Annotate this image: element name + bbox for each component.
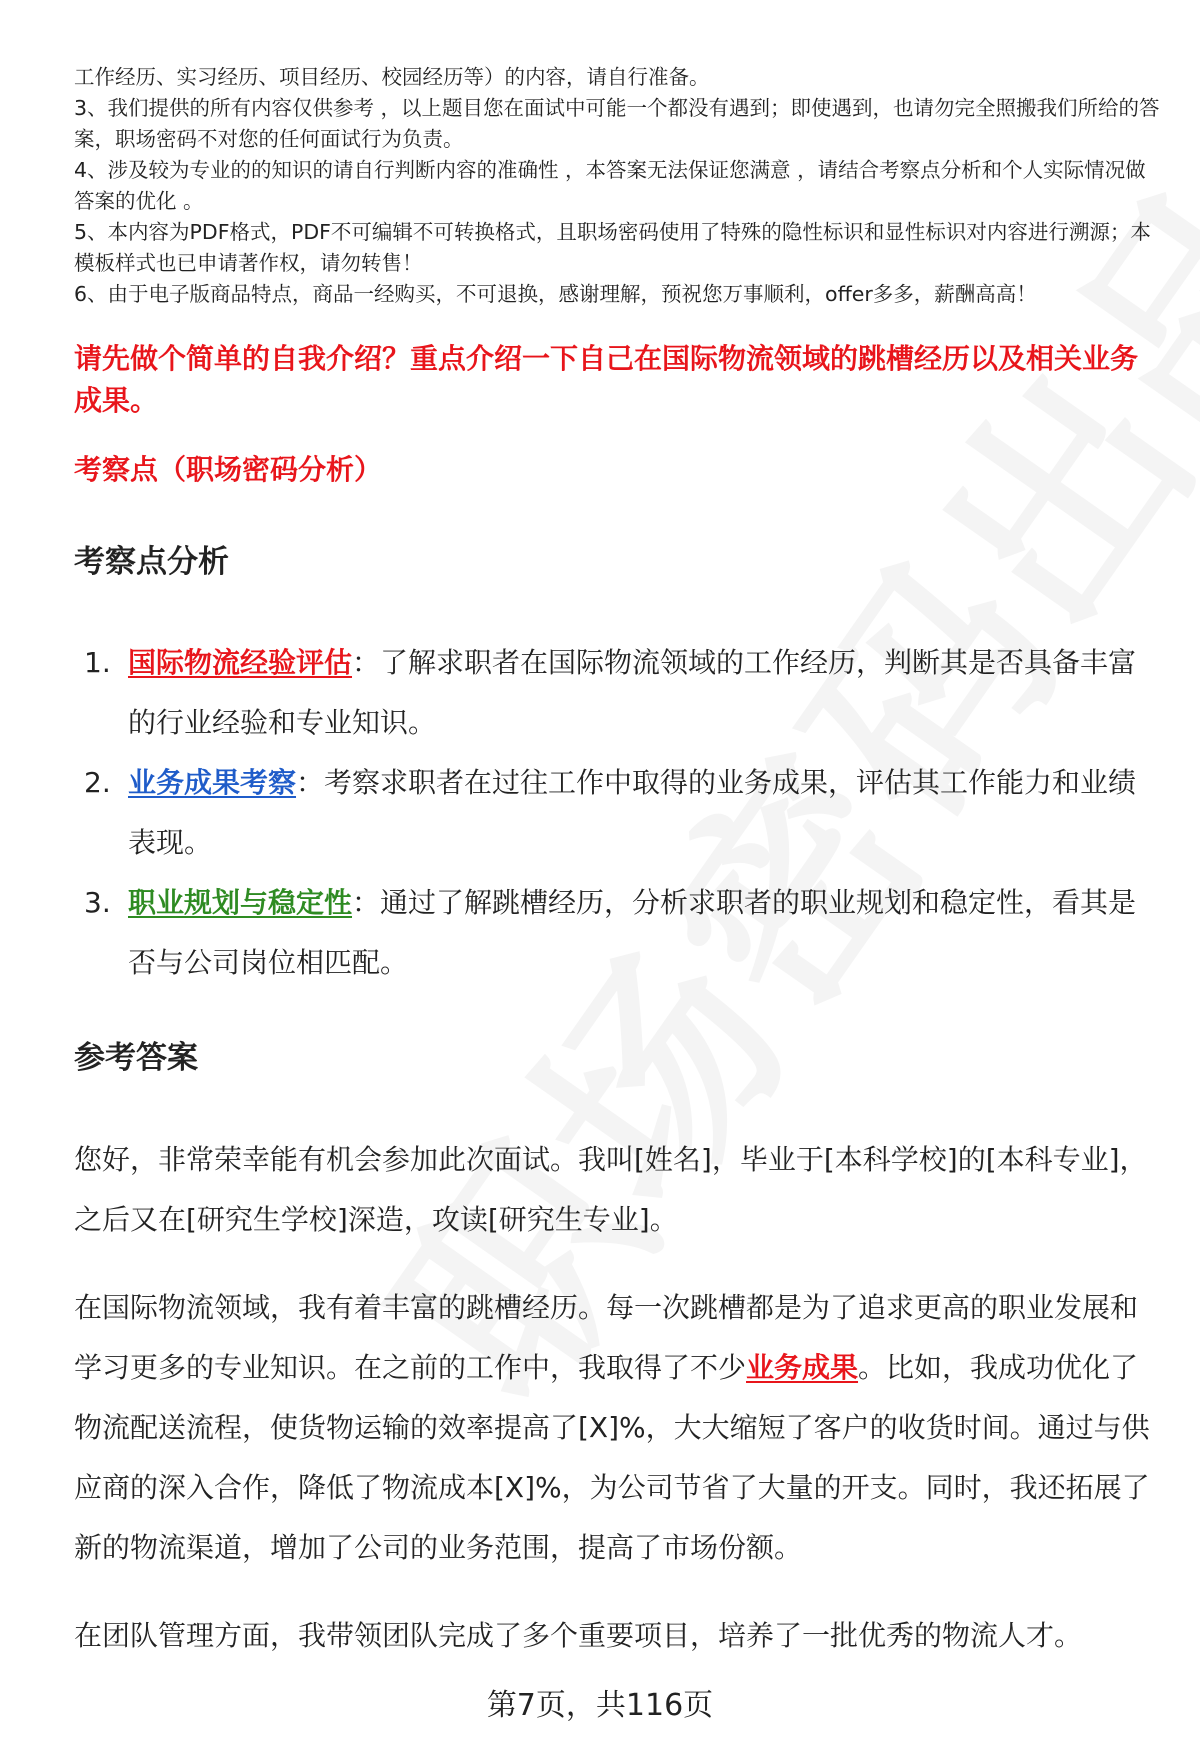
answer-heading: 参考答案 [74, 1040, 198, 1076]
analysis-heading: 考察点分析 [74, 544, 229, 580]
analysis-list [74, 633, 1154, 993]
paragraph-text: 在国际物流领域，我有着丰富的跳槽经历。每一次跳槽都是为了追求更高的职业发展和学习更多的专业知识。在之前的工作中，我取得了不少 [74, 1291, 1139, 1384]
note-line: 3、我们提供的所有内容仅供参考 ，以上题目您在面试中可能一个都没有遇到；即使遇到，也请勿完全照搬我们所给的答案，职场密码不对您的任何面试行为负责。 [74, 96, 1160, 151]
answer-paragraph-intro: 您好，非常荣幸能有机会参加此次面试。我叫[姓名]，毕业于[本科学校]的[本科专业]，之后又在[研究生学校]深造，攻读[研究生专业]。 [74, 1143, 1148, 1236]
paragraph-text: 。比如，我成功优化了物流配送流程，使货物运输的效率提高了[X]%，大大缩短了客户的收货时间。通过与供应商的深入合作，降低了物流成本[X]%，为公司节省了大量的开支。同时，我还拓展了新的物流渠道，增加了公司的业务范围，提高了市场份额。 [74, 1351, 1150, 1564]
note-line: 6、由于电子版商品特点，商品一经购买，不可退换，感谢理解，预祝您万事顺利，offer多多，薪酬高高！ [74, 282, 1037, 306]
list-number: 3. [84, 886, 111, 919]
highlight-business-results: 业务成果 [746, 1351, 859, 1384]
list-item [74, 873, 1154, 993]
keyword-career-planning: 职业规划与稳定性 [128, 886, 353, 919]
notes-section [74, 62, 1164, 310]
note-line: 5、本内容为PDF格式，PDF不可编辑不可转换格式，且职场密码使用了特殊的隐性标识和显性标识对内容进行溯源；本模板样式也已申请著作权，请勿转售！ [74, 220, 1151, 275]
answer-paragraph-experience [74, 1278, 1154, 1578]
point-text: ：通过了解跳槽经历，分析求职者的职业规划和稳定性，看其是否与公司岗位相匹配。 [128, 886, 1137, 979]
exam-points-label: 考察点（职场密码分析） [74, 453, 383, 486]
note-line: 4、涉及较为专业的的知识的请自行判断内容的准确性 ，本答案无法保证您满意 ，请结合考察点分析和个人实际情况做答案的优化 。 [74, 158, 1146, 213]
list-item [74, 633, 1154, 753]
answer-paragraph-team: 在团队管理方面，我带领团队完成了多个重要项目，培养了一批优秀的物流人才。 [74, 1619, 1083, 1652]
note-line: 工作经历、实习经历、项目经历、校园经历等）的内容，请自行准备。 [74, 65, 710, 89]
list-item [74, 753, 1154, 873]
interview-question: 请先做个简单的自我介绍？重点介绍一下自己在国际物流领域的跳槽经历以及相关业务成果。 [74, 342, 1139, 417]
list-number: 2. [84, 766, 111, 799]
page-number: 第7页，共116页 [486, 1688, 714, 1723]
keyword-international-logistics: 国际物流经验评估 [128, 646, 353, 679]
keyword-business-results: 业务成果考察 [128, 766, 297, 799]
point-text: ：考察求职者在过往工作中取得的业务成果，评估其工作能力和业绩表现。 [128, 766, 1137, 859]
list-number: 1. [84, 646, 111, 679]
point-text: ：了解求职者在国际物流领域的工作经历，判断其是否具备丰富的行业经验和专业知识。 [128, 646, 1137, 739]
